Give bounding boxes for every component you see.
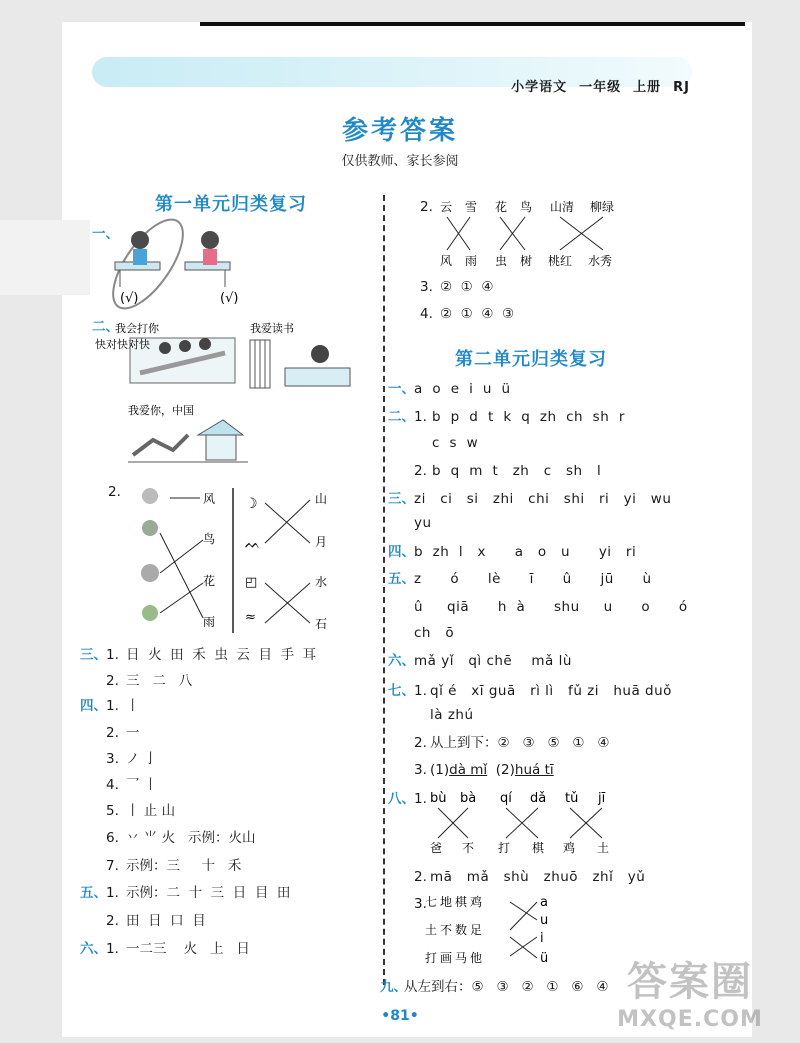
- kid-head: [179, 340, 191, 352]
- char-yue: 月: [315, 535, 328, 549]
- letter: ü: [540, 951, 549, 966]
- student-right-head: [201, 231, 219, 249]
- u2-q2-1: b p d t k q zh ch sh r: [432, 409, 625, 425]
- u1r-q3: ② ① ④: [440, 279, 494, 295]
- u2-q7-1: qǐ é xī guā rì lì fǔ zi huā duǒ: [430, 683, 672, 699]
- mountain-icon: ᨓ: [245, 537, 261, 552]
- caption-c: 我爱读书: [250, 322, 294, 335]
- top-rule: [200, 22, 745, 26]
- char-niao: 鸟: [203, 532, 216, 546]
- word-bottom: 虫: [495, 254, 508, 268]
- word-bottom: 风: [440, 254, 453, 268]
- word-bottom: 树: [520, 254, 533, 268]
- page-title: 参考答案: [341, 116, 458, 146]
- u2-q8-1-num: 1.: [414, 791, 427, 807]
- u2-q8-2: mā mǎ shù zhuō zhǐ yǔ: [430, 869, 646, 885]
- u1-q4-7: 示例：三 十 禾: [126, 858, 242, 874]
- temple-roof: [198, 420, 243, 435]
- word-top: 鸟: [520, 200, 533, 214]
- u1r-q4-num: 4.: [420, 306, 433, 322]
- u1-q4-1: 丨: [126, 698, 140, 714]
- u2-q9: 从左到右：⑤ ③ ② ① ⑥ ④: [404, 979, 609, 995]
- char-shan: 山: [315, 492, 328, 506]
- pinyin: tǔ: [565, 791, 579, 806]
- u2-q1-label: 一、: [388, 381, 415, 397]
- crossing-picture: [95, 318, 240, 388]
- u1-q4-label: 四、: [80, 698, 107, 714]
- match-line: [510, 902, 537, 920]
- u1-q4-4-num: 4.: [106, 777, 119, 793]
- pinyin: jī: [598, 791, 606, 806]
- kid-head: [159, 342, 171, 354]
- word-top: 花: [495, 200, 508, 214]
- word-bottom: 雨: [465, 254, 478, 268]
- scan-artifact: [0, 220, 90, 295]
- u1-q6-label: 六、: [80, 941, 107, 957]
- subject-label: 小学语文: [511, 80, 568, 95]
- u1-q4-3-num: 3.: [106, 751, 119, 767]
- u1-q3-2-num: 2.: [106, 673, 119, 689]
- u1-q4-6-num: 6.: [106, 830, 119, 846]
- char-row: 打画马他: [425, 951, 486, 965]
- moon-icon: ☽: [245, 496, 258, 512]
- word-top: 柳绿: [590, 200, 615, 214]
- u1-q5-1-num: 1.: [106, 885, 119, 901]
- u2-q1: a o e i u ü: [414, 381, 511, 397]
- u2-q5-label: 五、: [388, 571, 415, 587]
- caption-b: 快对快对快: [95, 338, 150, 351]
- u2-q7-label: 七、: [388, 683, 415, 699]
- kid-head: [199, 338, 211, 350]
- hanzi: 土: [597, 841, 610, 855]
- volume-label: 上册: [633, 80, 662, 95]
- great-wall: [133, 435, 188, 455]
- u2-q6-label: 六、: [388, 653, 415, 669]
- char-row: 土不数足: [425, 923, 486, 937]
- word-matching: [435, 195, 625, 275]
- word-top: 云: [440, 200, 453, 214]
- u2-q8-label: 八、: [388, 791, 415, 807]
- u1r-q4: ② ① ④ ③: [440, 306, 515, 322]
- u2-q5-2: û qiā h à shu u o ó: [414, 599, 688, 615]
- mark-left: (√): [120, 291, 139, 306]
- temple-body: [206, 435, 236, 460]
- student-left-head: [131, 231, 149, 249]
- matching-diagram: [125, 478, 340, 633]
- letter: u: [540, 913, 549, 928]
- word-bottom: 水秀: [588, 254, 613, 268]
- book-header: [499, 76, 690, 95]
- word-top: 雪: [465, 200, 478, 214]
- u2-q2-1-num: 1.: [414, 409, 427, 425]
- u1-q4-7-num: 7.: [106, 858, 119, 874]
- match-line: [160, 533, 203, 618]
- u1-q5-2: 田 日 口 目: [126, 913, 206, 929]
- u2-q5-1: z ó lè ī û jū ù: [414, 571, 652, 587]
- u2-q7-2: 从上到下：② ③ ⑤ ① ④: [430, 735, 610, 751]
- edition-label: RJ: [673, 80, 690, 95]
- watermark-title: 答案圈: [627, 959, 753, 1005]
- u1r-q2-num: 2.: [420, 199, 433, 215]
- student-right-body: [203, 249, 217, 265]
- u2-q3-label: 三、: [388, 491, 415, 507]
- char-shi: 石: [315, 617, 328, 631]
- u1-q5-2-num: 2.: [106, 913, 119, 929]
- answer-dami: dà mǐ: [449, 762, 488, 778]
- unit2-title: 第二单元归类复习: [455, 345, 607, 371]
- char-yu: 雨: [203, 615, 216, 629]
- u1-q4-1-num: 1.: [106, 698, 119, 714]
- reading-picture: [245, 318, 355, 390]
- unit1-title: 第一单元归类复习: [155, 190, 307, 216]
- pinyin: bà: [460, 791, 477, 806]
- rain-icon: [141, 564, 159, 582]
- u1-q4-2-num: 2.: [106, 725, 119, 741]
- char-shui: 水: [315, 575, 328, 589]
- char-feng: 风: [203, 492, 216, 506]
- match-line: [510, 902, 537, 930]
- u1-q1-label: 一、: [92, 226, 119, 242]
- page-subtitle: 仅供教师、家长参阅: [341, 154, 459, 169]
- u1r-q3-num: 3.: [420, 279, 433, 295]
- reading-desk: [285, 368, 350, 386]
- sub-1: (1): [430, 762, 450, 778]
- flower-icon: [142, 605, 158, 621]
- u1-q3-1-num: 1.: [106, 647, 119, 663]
- u2-q9-label: 九、: [380, 979, 407, 995]
- letter-matching: [425, 892, 565, 972]
- u2-q7-1b: là zhú: [430, 707, 474, 723]
- u2-q2-1b: c s w: [432, 435, 479, 451]
- u2-q3-1: zi ci si zhi chi shi ri yi wu: [414, 491, 672, 507]
- classroom-picture: [100, 222, 260, 312]
- u2-q2-2-num: 2.: [414, 463, 427, 479]
- char-row: 七地棋鸡: [425, 895, 486, 909]
- column-divider: [383, 195, 385, 985]
- hanzi: 打: [498, 841, 511, 855]
- pinyin: bù: [430, 791, 447, 806]
- u1-q6-1: 一二三 火 上 日: [126, 941, 250, 957]
- char-hua: 花: [203, 574, 216, 588]
- match-line: [160, 583, 203, 613]
- word-bottom: 桃红: [548, 254, 573, 268]
- u2-q2-2: b q m t zh c sh l: [432, 463, 602, 479]
- rock-icon: ◰: [245, 575, 258, 590]
- watermark-url: MXQE.COM: [617, 1007, 763, 1032]
- word-top: 山清: [550, 200, 575, 214]
- u1-q5-1: 示例：二 十 三 日 目 田: [126, 885, 291, 901]
- u1-q2-2-num: 2.: [108, 484, 121, 500]
- u1-q4-3: ノ 亅: [126, 751, 158, 767]
- u2-q2-label: 二、: [388, 409, 415, 425]
- bird-icon: [142, 520, 158, 536]
- hanzi: 鸡: [563, 841, 576, 855]
- u2-q7-1-num: 1.: [414, 683, 427, 699]
- greatwall-picture: [128, 400, 248, 470]
- hanzi: 棋: [532, 841, 545, 855]
- u1-q3-1: 日 火 田 禾 虫 云 目 手 耳: [126, 647, 317, 663]
- u1-q4-5-num: 5.: [106, 803, 119, 819]
- letter: a: [540, 895, 548, 910]
- student-left-body: [133, 249, 147, 265]
- u1-q2-label: 二、: [92, 319, 119, 335]
- reader-head: [311, 345, 329, 363]
- page-number: •81•: [381, 1008, 419, 1024]
- u2-q6: mǎ yǐ qì chē mǎ lù: [414, 653, 572, 669]
- u1-q4-6: 丷 ⺌ 火 示例：火山: [126, 830, 256, 846]
- wind-icon: [142, 488, 158, 504]
- u1-q4-4: 乛 丨: [126, 777, 158, 793]
- u1-q4-5: 丨 止 山: [126, 803, 176, 819]
- hanzi: 不: [462, 841, 475, 855]
- u2-q7-3-num: 3.: [414, 762, 427, 778]
- u2-q4: b zh l x a o u yi ri: [414, 544, 637, 560]
- caption-a: 我会打你: [115, 322, 159, 335]
- caption-d: 我爱你，中国: [128, 404, 194, 417]
- u2-q7-3: [430, 761, 554, 779]
- pinyin: dǎ: [530, 791, 547, 806]
- u2-q3-2: yu: [414, 515, 432, 531]
- watermark: [600, 950, 780, 1032]
- pinyin: qí: [500, 791, 512, 806]
- u2-q4-label: 四、: [388, 544, 415, 560]
- u1-q5-label: 五、: [80, 885, 107, 901]
- grade-label: 一年级: [579, 80, 622, 95]
- water-icon: ≈: [245, 610, 256, 625]
- u2-q8-3-num: 3.: [414, 896, 427, 912]
- u1-q4-2: 一: [126, 725, 140, 741]
- u1-q3-label: 三、: [80, 647, 107, 663]
- u2-q5-3: ch ō: [414, 625, 455, 641]
- u2-q7-2-num: 2.: [414, 735, 427, 751]
- u1-q6-1-num: 1.: [106, 941, 119, 957]
- mark-right: (√): [220, 291, 239, 306]
- letter: i: [540, 931, 544, 946]
- sub-2: (2): [495, 762, 515, 778]
- u2-q8-2-num: 2.: [414, 869, 427, 885]
- answer-huati: huá tī: [514, 762, 554, 778]
- hanzi: 爸: [430, 841, 443, 855]
- pinyin-matching: [420, 788, 620, 858]
- u1-q3-2: 三 二 八: [126, 673, 193, 689]
